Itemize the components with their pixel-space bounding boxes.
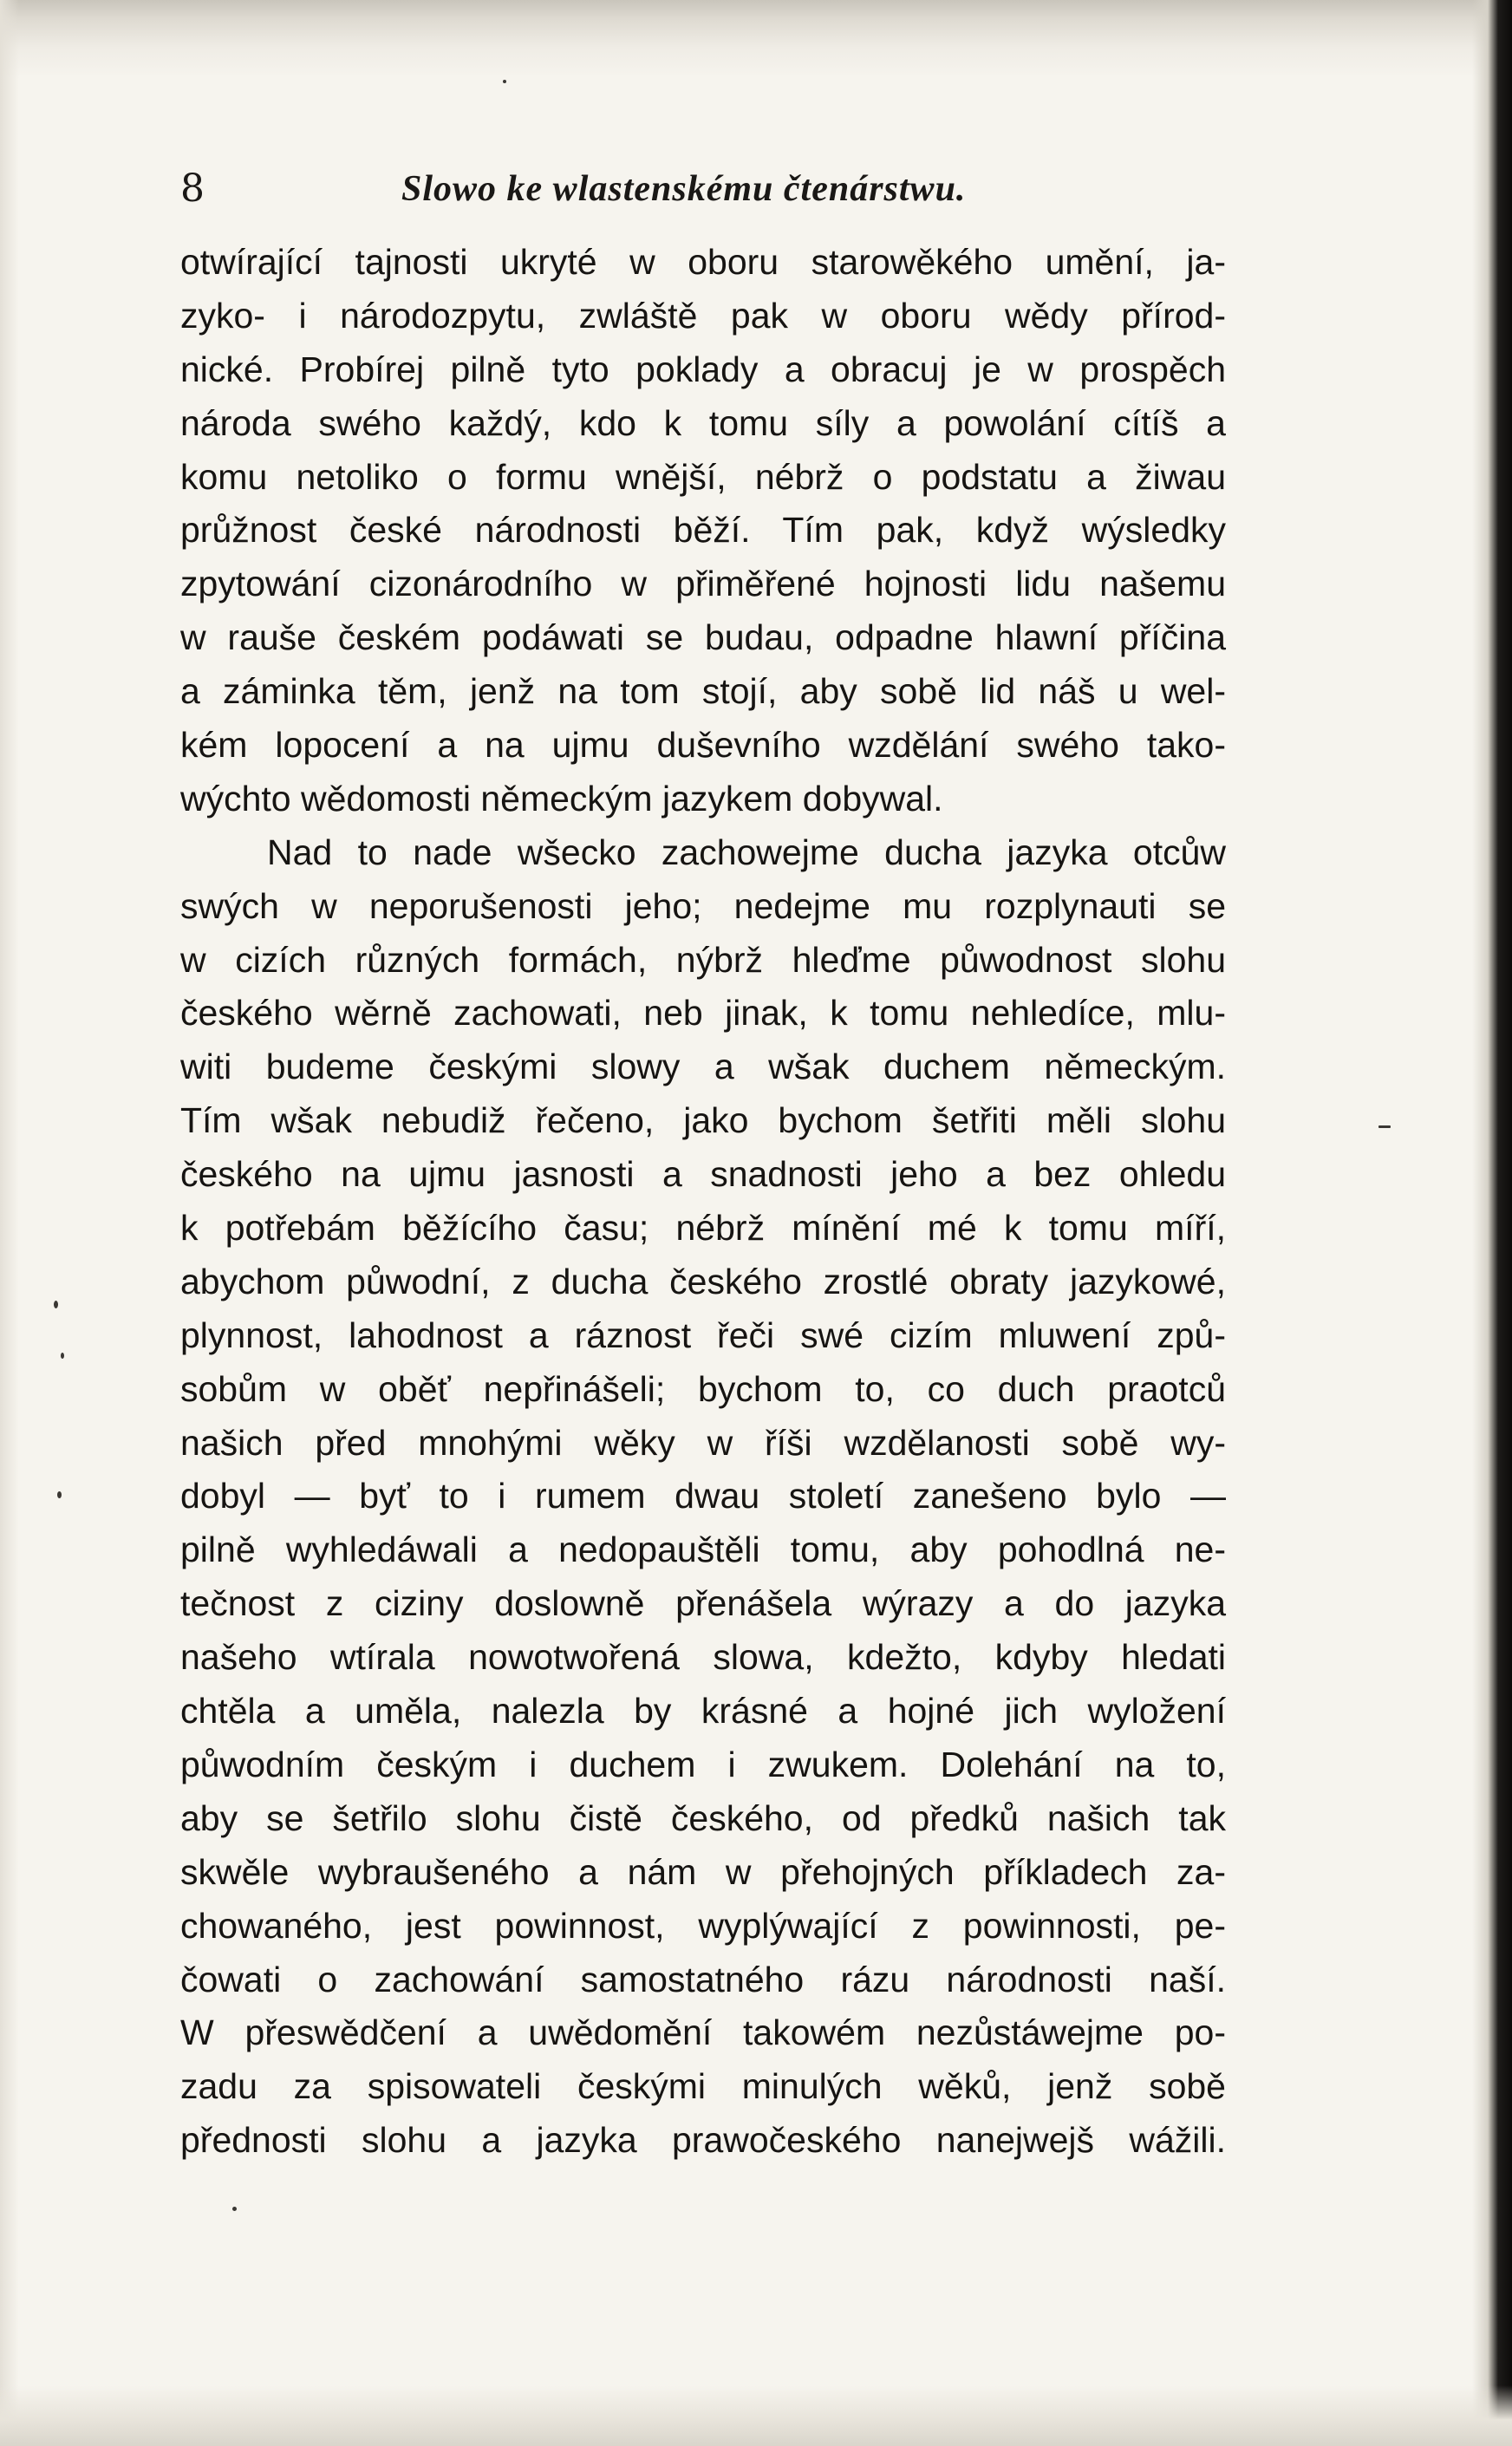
page-number: 8 (180, 166, 205, 211)
text-line: českého na ujmu jasnosti a snadnosti jeho a bez ohledu (180, 1154, 1226, 1195)
running-head (180, 163, 1242, 215)
page-left-shadow (0, 0, 19, 2446)
text-line: w rauše českém podáwati se budau, odpadne hlawní příčina (180, 617, 1226, 658)
page-right-binding-shadow (1472, 0, 1512, 2446)
text-line: zyko- i národozpytu, zwláště pak w oboru wědy přírod- (180, 295, 1226, 336)
text-line: českého wěrně zachowati, neb jinak, k tomu nehledíce, mlu- (180, 993, 1226, 1034)
text-line: swých w neporušenosti jeho; nedejme mu rozplynauti se (180, 885, 1226, 926)
text-line: skwěle wybraušeného a nám w přehojných příkladech za- (180, 1851, 1226, 1892)
page-bottom-shadow (0, 2385, 1512, 2446)
text-line: chowaného, jest powinnost, wyplýwající z powinnosti, pe- (180, 1905, 1226, 1946)
text-line: w cizích různých formách, nýbrž hleďme půwodnost slohu (180, 939, 1226, 980)
scan-speck (1378, 1125, 1391, 1128)
text-line: kém lopocení a na ujmu duševního wzdělání swého tako- (180, 725, 1226, 766)
paragraph-end-line: wýchto wědomosti německým jazykem dobywal. (180, 778, 943, 819)
text-line: sobům w oběť nepřinášeli; bychom to, co duch praotců (180, 1368, 1226, 1409)
text-line: národa swého každý, kdo k tomu síly a powolání cítíš a (180, 402, 1226, 443)
text-line: nické. Probírej pilně tyto poklady a obracuj je w prospěch (180, 349, 1226, 389)
paragraph-start-line: Nad to nade wšecko zachowejme ducha jazyka otcůw (267, 832, 1226, 872)
text-line: přednosti slohu a jazyka prawočeského nanejwejš wážili. (180, 2120, 1226, 2161)
scan-speck (232, 2207, 237, 2211)
body-text (180, 236, 1226, 2168)
scan-speck (503, 80, 506, 83)
text-line: Tím wšak nebudiž řečeno, jako bychom šetřiti měli slohu (180, 1100, 1226, 1141)
page-top-shadow (0, 0, 1512, 78)
text-line: chtěla a uměla, nalezla by krásné a hojné jich wyložení (180, 1691, 1226, 1732)
text-line: čowati o zachowání samostatného rázu národnosti naší. (180, 1959, 1226, 1999)
text-line: witi budeme českými slowy a wšak duchem německým. (180, 1047, 1226, 1087)
text-line: W přeswědčení a uwědomění takowém nezůstáwejme po- (180, 2012, 1226, 2053)
text-line: zpytowání cizonárodního w přiměřené hojnosti lidu našemu (180, 564, 1226, 604)
scan-speck (57, 1491, 62, 1498)
text-line: aby se šetřilo slohu čistě českého, od předků našich tak (180, 1797, 1226, 1838)
text-line: našeho wtírala nowotwořená slowa, kdežto, kdyby hledati (180, 1637, 1226, 1678)
text-line: otwírající tajnosti ukryté w oboru starowěkého umění, ja- (180, 242, 1226, 282)
scan-speck (54, 1301, 58, 1308)
text-line: a záminka těm, jenž na tom stojí, aby sobě lid náš u wel- (180, 671, 1226, 712)
text-line: pilně wyhledáwali a nedopauštěli tomu, aby pohodlná ne- (180, 1530, 1226, 1570)
text-line: k potřebám běžícího času; nébrž mínění mé k tomu míří, (180, 1208, 1226, 1249)
text-line: plynnost, lahodnost a ráznost řeči swé cizím mluwení způ- (180, 1314, 1226, 1355)
text-line: abychom půwodní, z ducha českého zrostlé obraty jazykowé, (180, 1261, 1226, 1301)
text-line: našich před mnohými wěky w říši wzdělanosti sobě wy- (180, 1422, 1226, 1463)
running-title: Slowo ke wlastenskému čtenárstwu. (401, 169, 967, 209)
scan-speck (61, 1353, 64, 1359)
text-line: dobyl — byť to i rumem dwau století zanešeno bylo — (180, 1476, 1226, 1517)
text-line: zadu za spisowateli českými minulých wěků, jenž sobě (180, 2066, 1226, 2107)
text-line: komu netoliko o formu wnější, nébrž o podstatu a žiwau (180, 456, 1226, 497)
text-line: půwodním českým i duchem i zwukem. Dolehání na to, (180, 1744, 1226, 1784)
text-line: průžnost české národnosti běží. Tím pak, když wýsledky (180, 510, 1226, 551)
text-line: tečnost z ciziny doslowně přenášela wýrazy a do jazyka (180, 1583, 1226, 1624)
